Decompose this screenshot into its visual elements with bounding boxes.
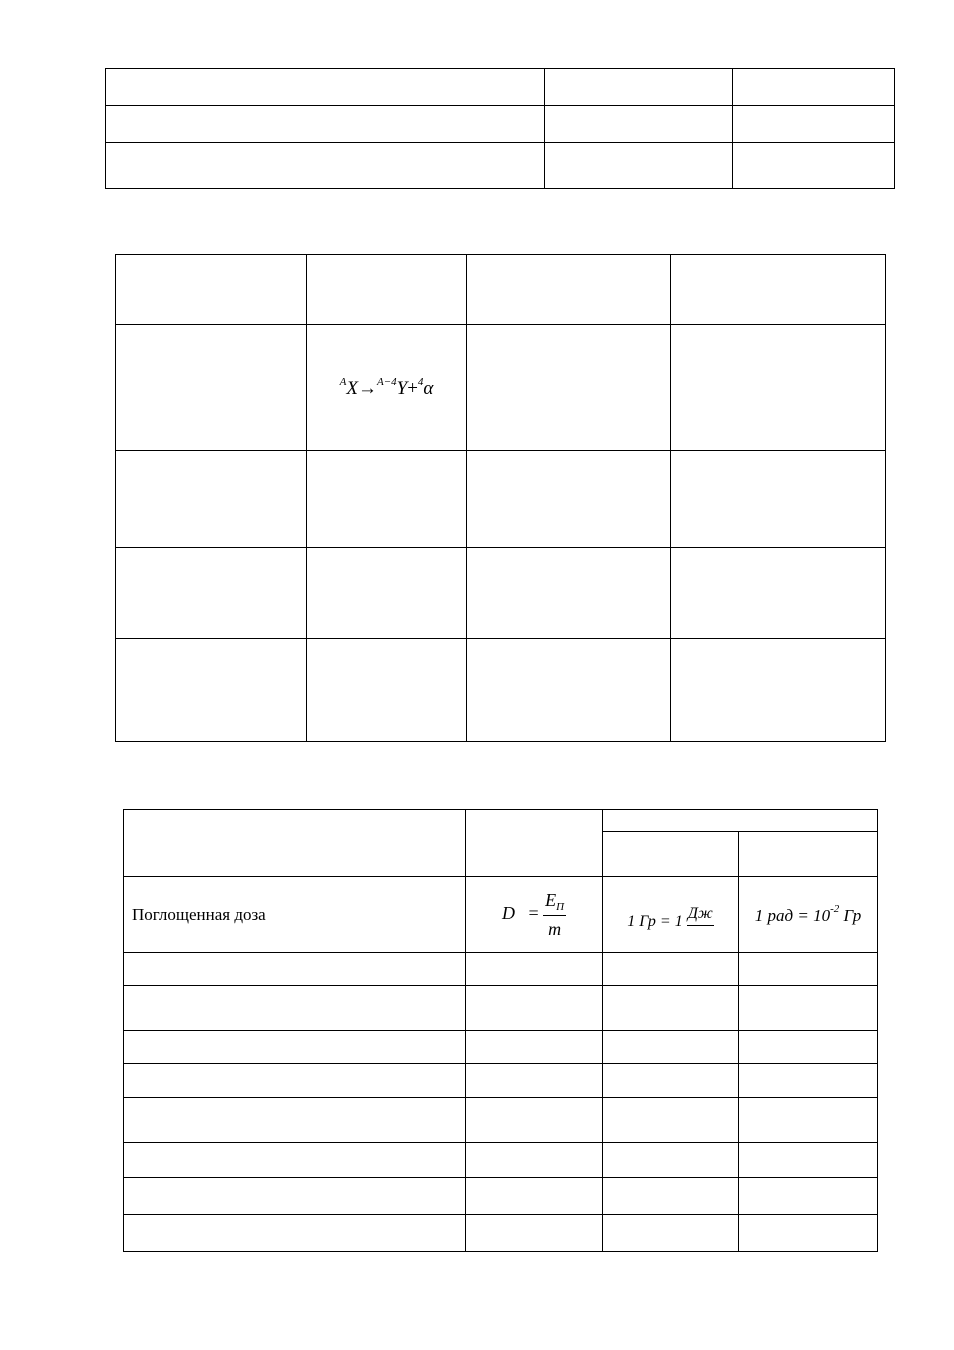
table-cell [466, 1031, 603, 1064]
table-cell [124, 1064, 466, 1098]
table-row [124, 1143, 878, 1178]
offsystem-unit-cell [739, 877, 878, 953]
table-cell [467, 451, 671, 548]
table-cell [466, 810, 603, 877]
table-cell [671, 325, 886, 451]
daughter-nucleus: Y [396, 377, 408, 399]
table-cell [124, 1215, 466, 1252]
offsystem-unit-exponent: -2 [830, 903, 840, 915]
formula-equals: = [528, 902, 539, 923]
absorbed-dose-label: Поглощенная доза [124, 877, 466, 953]
table-cell [739, 1031, 878, 1064]
si-unit [627, 905, 714, 930]
table-cell [116, 325, 307, 451]
table-cell [124, 953, 466, 986]
table-cell [739, 1215, 878, 1252]
table-cell [124, 1178, 466, 1215]
table-row [124, 1098, 878, 1143]
parent-mass-number: A [339, 375, 347, 388]
si-unit-numerator: Дж [687, 906, 714, 926]
table-cell [603, 832, 739, 877]
table-cell [124, 1143, 466, 1178]
table-3 [123, 809, 878, 1252]
si-unit-cell [603, 877, 739, 953]
table-row [124, 877, 878, 953]
alpha-decay-equation [339, 375, 434, 399]
offsystem-unit-tail: Гр [843, 906, 862, 925]
table-cell [671, 548, 886, 639]
table-cell [733, 143, 895, 189]
table-cell [739, 1178, 878, 1215]
table-cell [116, 255, 307, 325]
table-cell [106, 69, 545, 106]
table-cell [603, 1098, 739, 1143]
offsystem-unit [754, 903, 862, 925]
table-cell [307, 548, 467, 639]
table-cell [739, 1064, 878, 1098]
table-cell [733, 106, 895, 143]
table-cell [545, 143, 733, 189]
table-row [106, 69, 895, 106]
arrow-symbol: → [357, 377, 377, 399]
table-row [124, 953, 878, 986]
table-row [124, 1031, 878, 1064]
table-cell [106, 143, 545, 189]
table-cell [733, 69, 895, 106]
formula-fraction [543, 890, 566, 940]
alpha-decay-cell [307, 325, 467, 451]
table-row [116, 639, 886, 742]
si-unit-fraction [687, 906, 714, 938]
table-row [124, 1064, 878, 1098]
si-unit-lhs: 1 Гр = 1 [627, 912, 683, 930]
table-cell [739, 953, 878, 986]
table-header-row [124, 810, 878, 832]
table-cell [124, 1031, 466, 1064]
table-cell [671, 639, 886, 742]
table-cell [124, 986, 466, 1031]
table-2 [115, 254, 886, 742]
table-cell [603, 1215, 739, 1252]
table-row [106, 143, 895, 189]
table-cell [467, 255, 671, 325]
table-cell [466, 1064, 603, 1098]
table-cell [467, 639, 671, 742]
table-cell [466, 1178, 603, 1215]
table-cell [124, 1098, 466, 1143]
formula-lhs: D [501, 902, 515, 923]
table-cell [603, 1178, 739, 1215]
table-cell [671, 451, 886, 548]
table-cell [466, 1143, 603, 1178]
formula-numerator-subscript: П [556, 900, 565, 913]
plus-symbol: + [407, 377, 418, 399]
parent-nucleus: X [346, 377, 358, 399]
table-cell [603, 1143, 739, 1178]
table-cell [466, 986, 603, 1031]
table-cell [739, 832, 878, 877]
table-row [106, 106, 895, 143]
table-cell [116, 548, 307, 639]
table-cell [739, 1098, 878, 1143]
table-row [124, 1178, 878, 1215]
table-cell [603, 953, 739, 986]
table-cell [307, 639, 467, 742]
table-cell [116, 639, 307, 742]
table-cell [603, 810, 878, 832]
table-cell [466, 953, 603, 986]
alpha-particle: α [423, 377, 434, 399]
absorbed-dose-formula-cell [466, 877, 603, 953]
table-cell [466, 1098, 603, 1143]
table-1 [105, 68, 895, 189]
offsystem-unit-text: 1 рад = 10 [754, 906, 831, 925]
table-cell [106, 106, 545, 143]
table-cell [467, 325, 671, 451]
table-row [116, 325, 886, 451]
table-cell [545, 69, 733, 106]
formula-numerator: E [545, 889, 557, 910]
table-cell [116, 451, 307, 548]
table-cell [466, 1215, 603, 1252]
table-cell [545, 106, 733, 143]
table-cell [671, 255, 886, 325]
table-cell [467, 548, 671, 639]
table-row [116, 548, 886, 639]
table-row [124, 986, 878, 1031]
table-row [116, 255, 886, 325]
table-cell [603, 1064, 739, 1098]
table-cell [307, 255, 467, 325]
table-cell [739, 986, 878, 1031]
table-cell [603, 1031, 739, 1064]
absorbed-dose-formula [501, 889, 566, 939]
daughter-mass-number: A−4 [376, 375, 397, 388]
table-cell [603, 986, 739, 1031]
table-cell [739, 1143, 878, 1178]
table-cell [307, 451, 467, 548]
table-cell [124, 810, 466, 877]
alpha-mass-number: 4 [417, 375, 424, 388]
table-row [124, 1215, 878, 1252]
formula-denominator: m [548, 918, 562, 939]
table-row [116, 451, 886, 548]
